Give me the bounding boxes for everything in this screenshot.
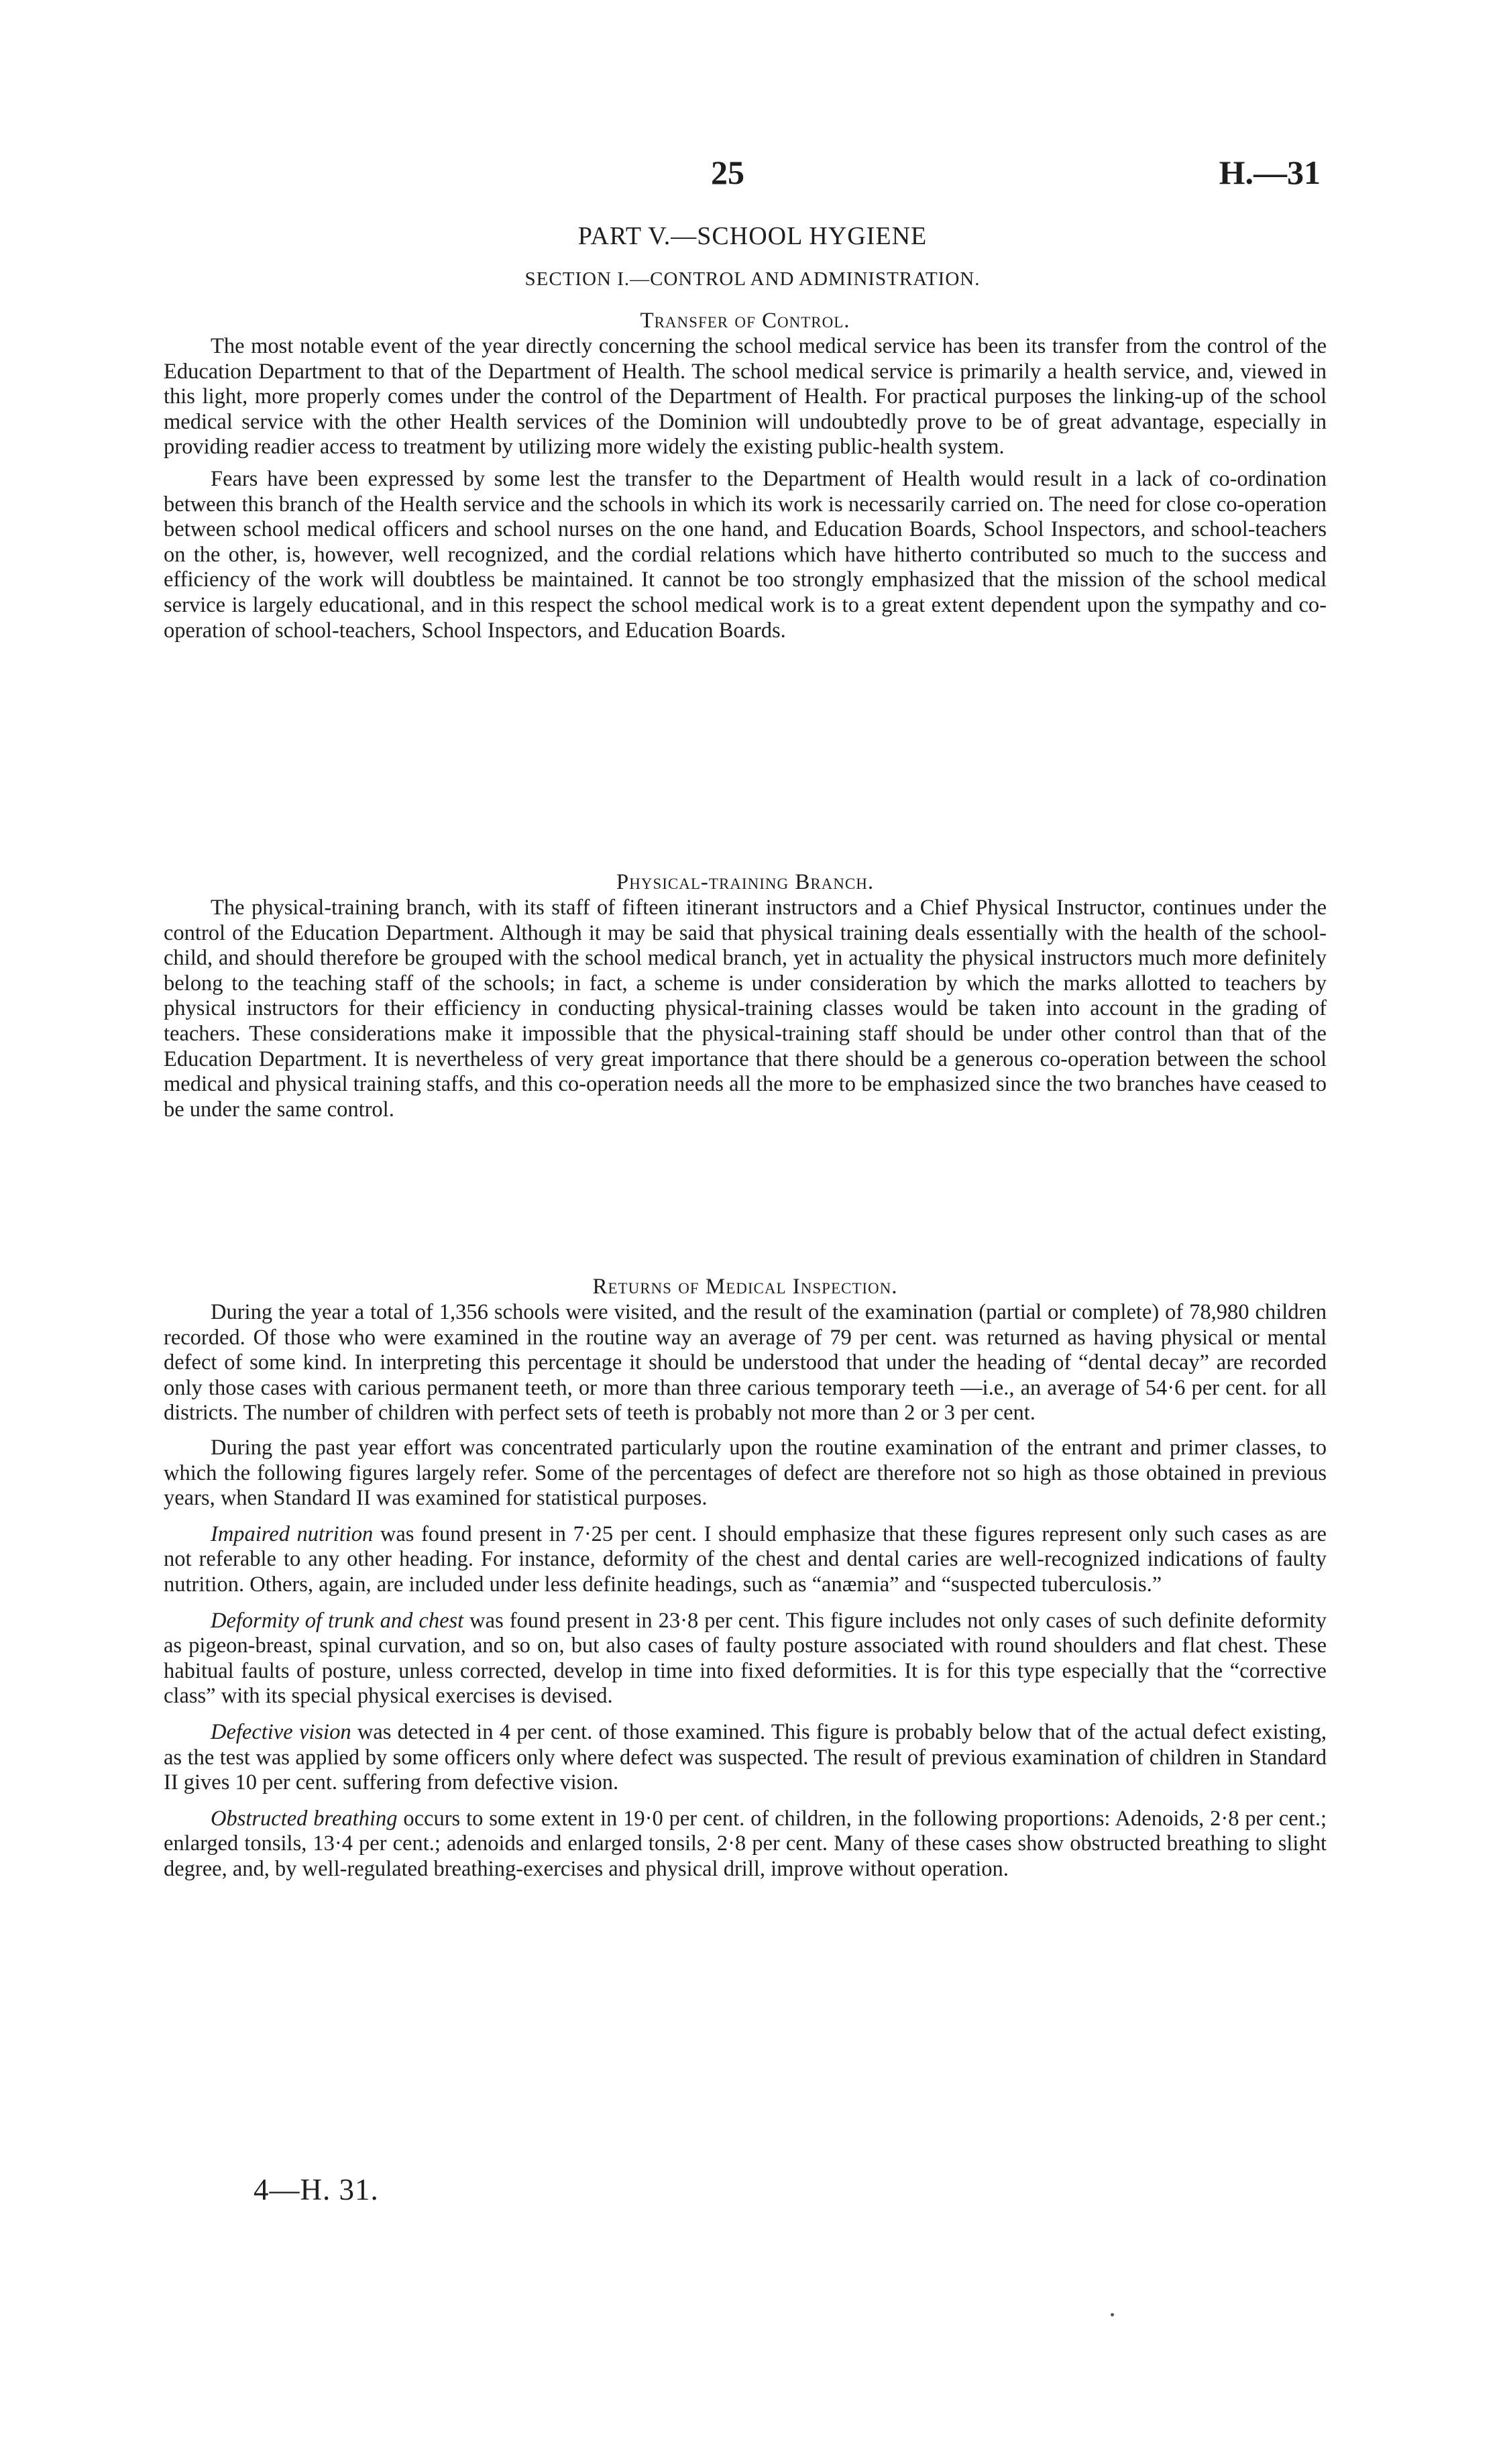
nutrition-text: was found present in 7·25 per cent. I should emphasize that these figures represent only such cases as are not referable to any other heading. For instance, deformity of the chest and dental caries are well-recognized indications of faulty nutrition. Others, again, are included under less definite headings, such as “anæmia” and “suspected tuberculosis.”	[164, 1521, 1327, 1597]
breathing-paragraph	[164, 1807, 1327, 1882]
returns-paragraph-1: During the year a total of 1,356 schools were visited, and the result of the examination (partial or complete) of 78,980 children recorded. Of those who were examined in the routine way an average of 79 per cent. was returned as having physical or mental defect of some kind. In interpreting this percentage it should be understood that under the heading of “dental decay” are recorded only those cases with carious permanent teeth, or more than three carious temporary teeth —i.e., an average of 54·6 per cent. for all districts. The number of children with perfect sets of teeth is probably not more than 2 or 3 per cent.	[164, 1300, 1327, 1426]
signature-mark: 4—H. 31.	[254, 2173, 379, 2206]
vision-text: was detected in 4 per cent. of those examined. This figure is probably below that of the actual defect existing, as the test was applied by some officers only where defect was suspected. The result of previous examination of children in Standard II gives 10 per cent. suffering from defective vision.	[164, 1719, 1327, 1795]
transfer-section	[164, 307, 1327, 643]
page-number: 25	[711, 154, 744, 191]
transfer-paragraph-1: The most notable event of the year directly concerning the school medical service has been its transfer from the control of the Education Department to that of the Department of Health. The school medical service is primarily a health service, and, viewed in this light, more properly comes under the control of the Department of Health. For practical purposes the linking-up of the school medical service with the other Health services of the Dominion will undoubtedly prove to be of great advantage, especially in providing readier access to treatment by utilizing more widely the existing public-health system.	[164, 334, 1327, 460]
transfer-paragraph-2: Fears have been expressed by some lest the transfer to the Department of Health would result in a lack of co-ordination between this branch of the Health service and the schools in which its work is necessarily carried on. The need for close co-operation between school medical officers and school nurses on the one hand, and Education Boards, School Inspectors, and school-teachers on the other, is, however, well recognized, and the cordial relations which have hitherto contributed so much to the success and efficiency of the work will doubtless be maintained. It cannot be too strongly emphasized that the mission of the school medical service is largely educational, and in this respect the school medical work is to a great extent dependent upon the sympathy and co-operation of school-teachers, School Inspectors, and Education Boards.	[164, 466, 1327, 643]
breathing-text: occurs to some extent in 19·0 per cent. of children, in the following proportions: Adenoids, 2·8 per cent.; enlarged tonsils, 13·4 per cent.; adenoids and enlarged tonsils, 2·8 per cent. Many of these cases show obstructed breathing to slight degree, and, by well-regulated breathing-exercises and physical drill, improve without operation.	[164, 1806, 1327, 1881]
paper-speck	[1111, 2313, 1114, 2316]
part-title: PART V.—SCHOOL HYGIENE	[577, 222, 928, 250]
physical-section	[164, 869, 1327, 1122]
deformity-text: was found present in 23·8 per cent. This figure includes not only cases of such definite deformity as pigeon-breast, spinal curvation, and so on, but also cases of faulty posture associated with round shoulders and flat chest. These habitual faults of posture, unless corrected, develop in time into fixed deformities. It is for this type especially that the “corrective class” with its special physical exercises is devised.	[164, 1608, 1327, 1709]
physical-heading: Physical-training Branch.	[616, 870, 875, 894]
nutrition-paragraph	[164, 1522, 1327, 1598]
deformity-term: Deformity of trunk and chest	[211, 1608, 464, 1633]
returns-section	[164, 1273, 1327, 1882]
returns-heading: Returns of Medical Inspection.	[592, 1275, 898, 1299]
vision-term: Defective vision	[211, 1719, 351, 1744]
section-title: SECTION I.—CONTROL AND ADMINISTRATION.	[524, 268, 981, 290]
nutrition-term: Impaired nutrition	[211, 1521, 374, 1546]
deformity-paragraph	[164, 1609, 1327, 1709]
returns-paragraph-2: During the past year effort was concentrated particularly upon the routine examination of the entrant and primer classes, to which the following figures largely refer. Some of the percentages of defect are therefore not so high as those obtained in previous years, when Standard II was examined for statistical purposes.	[164, 1435, 1327, 1511]
document-code: H.—31	[1219, 154, 1321, 191]
physical-paragraph-1: The physical-training branch, with its staff of fifteen itinerant instructors and a Chief Physical Instructor, continues under the control of the Education Department. Although it may be said that physical training deals essentially with the health of the school-child, and should therefore be grouped with the school medical branch, yet in actuality the physical instructors much more definitely belong to the teaching staff of the schools; in fact, a scheme is under consideration by which the marks allotted to teachers by physical instructors for their efficiency in conducting physical-training classes would be taken into account in the grading of teachers. These considerations make it impossible that the physical-training staff should be under other control than that of the Education Department. It is nevertheless of very great importance that there should be a generous co-operation between the school medical and physical training staffs, and this co-operation needs all the more to be emphasized since the two branches have ceased to be under the same control.	[164, 896, 1327, 1122]
transfer-heading: Transfer of Control.	[640, 309, 850, 333]
breathing-term: Obstructed breathing	[211, 1806, 398, 1831]
vision-paragraph	[164, 1720, 1327, 1796]
